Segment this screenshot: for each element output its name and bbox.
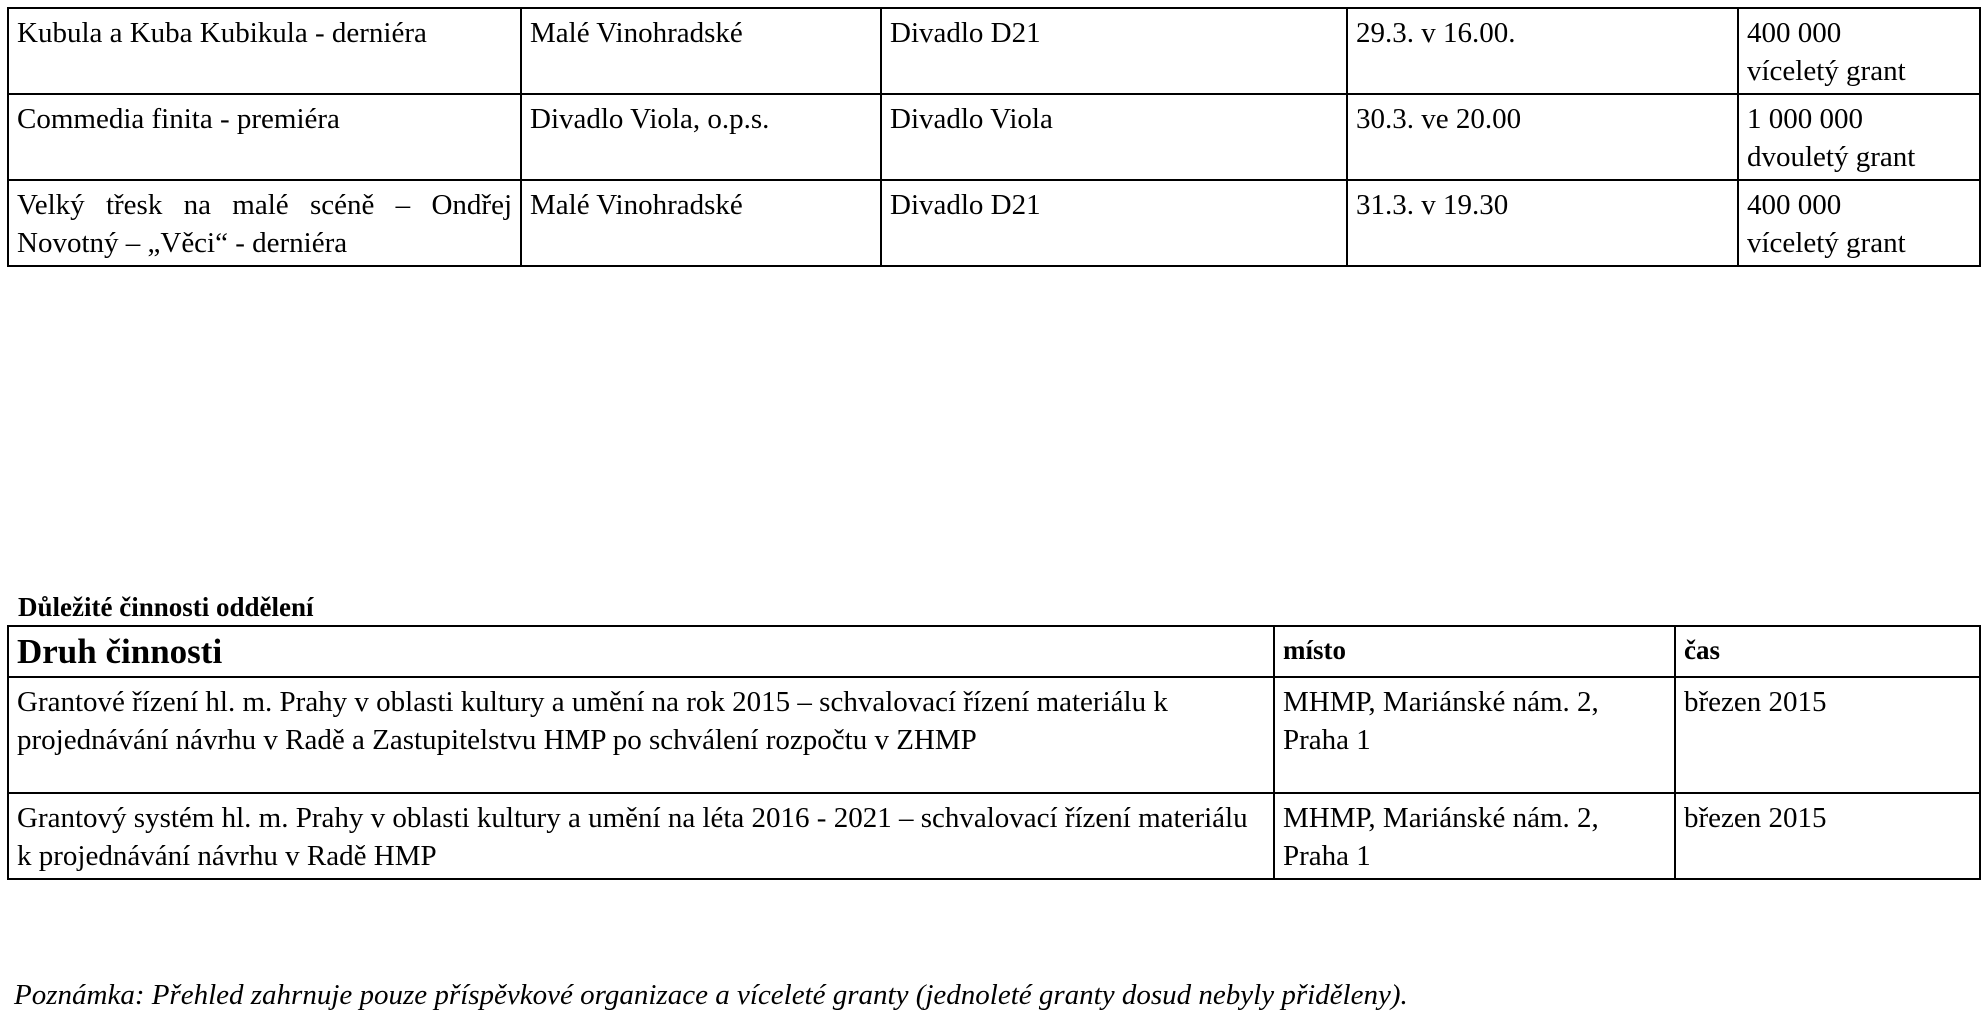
organization-cell: Malé Vinohradské [521,8,881,94]
column-header-time: čas [1675,626,1980,677]
date-cell: 29.3. v 16.00. [1347,8,1738,94]
grant-cell [1738,180,1980,266]
table-row [8,180,1980,266]
activity-time-cell: březen 2015 [1675,793,1980,879]
event-name-cell: Commedia finita - premiéra [8,94,521,180]
grant-cell [1738,8,1980,94]
column-header-place: místo [1274,626,1675,677]
grant-amount: 400 000 [1747,189,1842,221]
date-cell: 30.3. ve 20.00 [1347,94,1738,180]
grant-amount: 1 000 000 [1747,103,1863,135]
organization-cell: Divadlo Viola, o.p.s. [521,94,881,180]
venue-cell: Divadlo Viola [881,94,1347,180]
activity-type-cell: Grantový systém hl. m. Prahy v oblasti kultury a umění na léta 2016 - 2021 – schvalovací řízení materiálu k projednávání návrhu v Radě HMP [8,793,1274,879]
activity-place-cell: MHMP, Mariánské nám. 2, Praha 1 [1274,793,1675,879]
grant-type: víceletý grant [1747,55,1906,87]
activity-time-cell: březen 2015 [1675,677,1980,793]
table-row [8,94,1980,180]
organization-cell: Malé Vinohradské [521,180,881,266]
table-row [8,793,1980,879]
activity-place-cell: MHMP, Mariánské nám. 2, Praha 1 [1274,677,1675,793]
table-row [8,8,1980,94]
activity-type-cell: Grantové řízení hl. m. Prahy v oblasti kultury a umění na rok 2015 – schvalovací řízení materiálu k projednávání návrhu v Radě a Zastupitelstvu HMP po schválení rozpočtu v ZHMP [8,677,1274,793]
footnote: Poznámka: Přehled zahrnuje pouze příspěvkové organizace a víceleté granty (jednoleté granty dosud nebyly přiděleny). [14,979,1408,1011]
column-header-type: Druh činnosti [8,626,1274,677]
grant-amount: 400 000 [1747,17,1842,49]
grant-type: dvouletý grant [1747,141,1916,173]
activities-table [7,625,1981,880]
event-name-cell: Velký třesk na malé scéně – Ondřej Novotný – „Věci“ - derniéra [8,180,521,266]
grant-cell [1738,94,1980,180]
venue-cell: Divadlo D21 [881,8,1347,94]
events-table [7,7,1981,267]
table-row [8,677,1980,793]
venue-cell: Divadlo D21 [881,180,1347,266]
event-name-cell: Kubula a Kuba Kubikula - derniéra [8,8,521,94]
table-header-row [8,626,1980,677]
grant-type: víceletý grant [1747,227,1906,259]
date-cell: 31.3. v 19.30 [1347,180,1738,266]
section-heading: Důležité činnosti oddělení [18,592,314,622]
